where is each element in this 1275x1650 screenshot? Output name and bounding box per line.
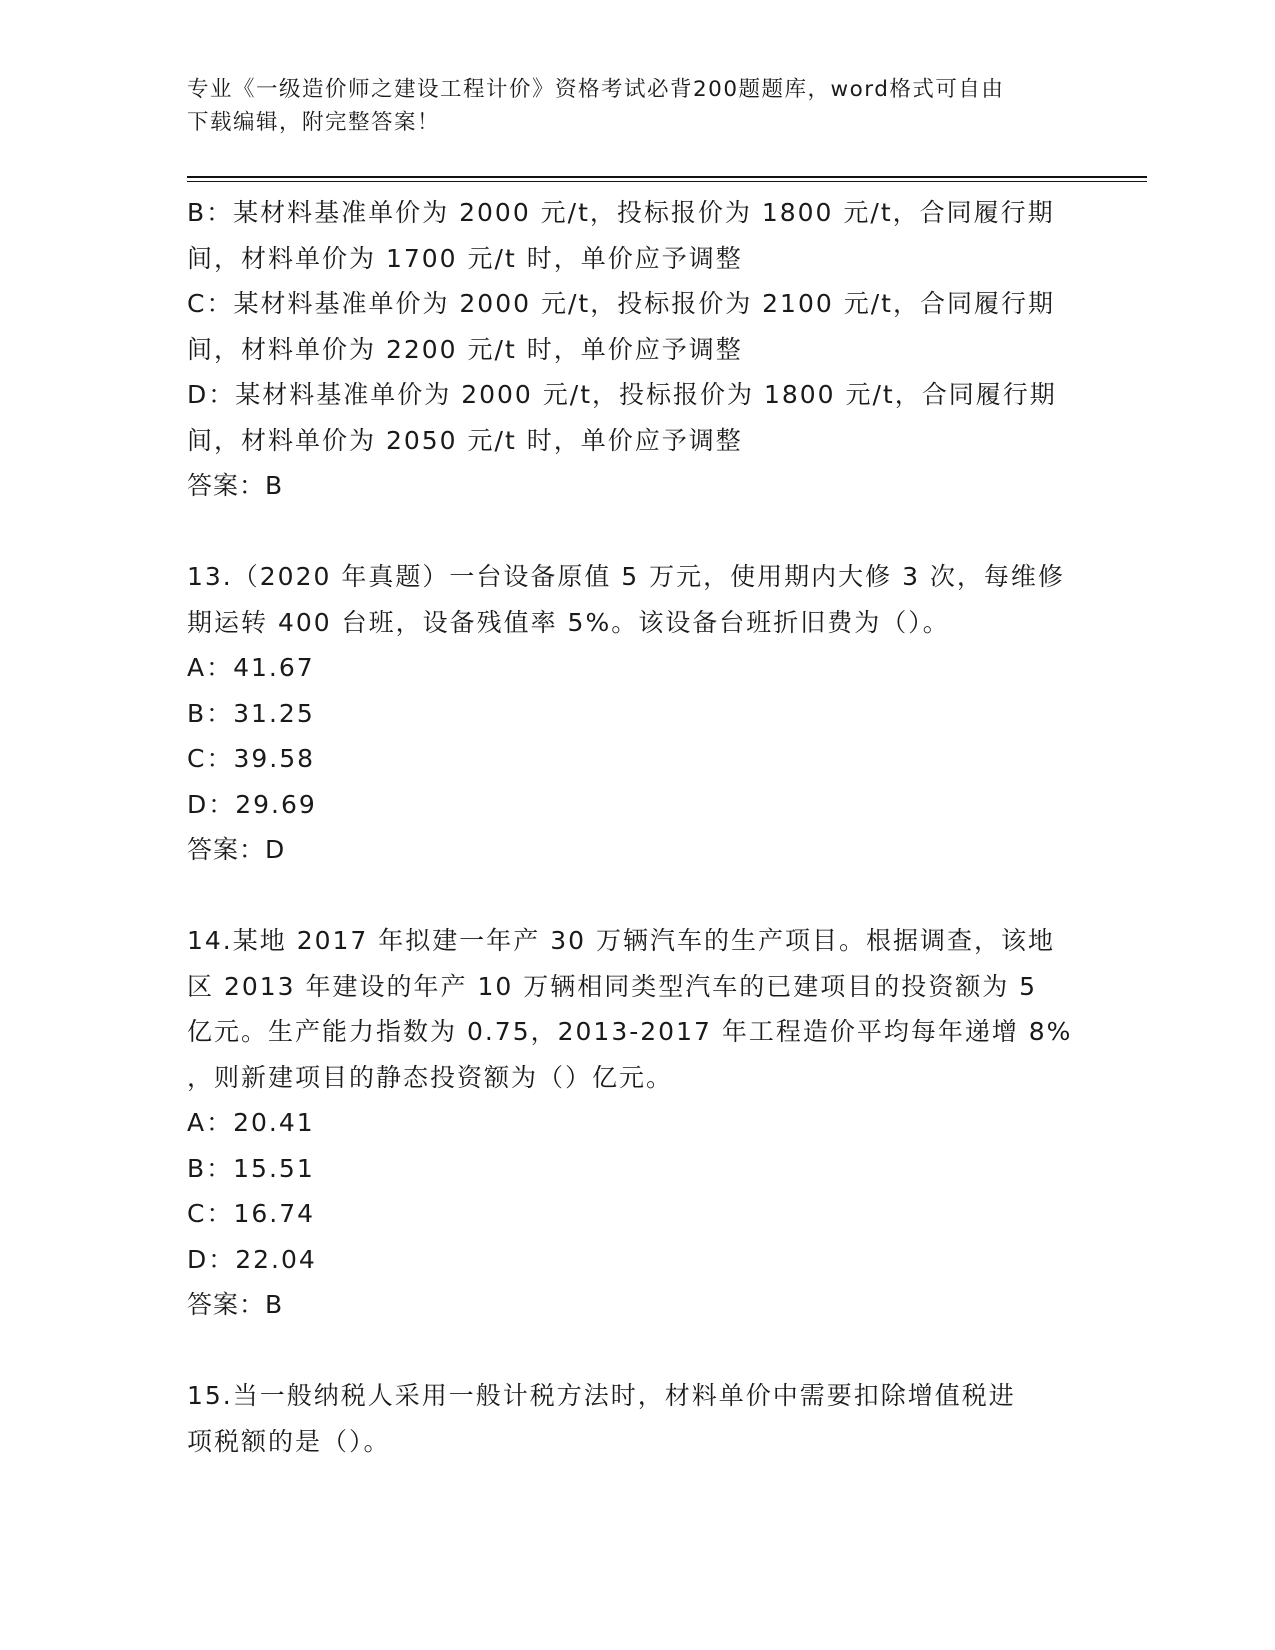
q14-stem-line-3: 亿元。生产能力指数为 0.75，2013-2017 年工程造价平均每年递增 8% xyxy=(187,1017,1073,1046)
question-content xyxy=(187,190,1087,1464)
q14-stem-line-4: ，则新建项目的静态投资额为（）亿元。 xyxy=(187,1062,674,1092)
header-title-line-1: 专业《一级造价师之建设工程计价》资格考试必背200题题库，word格式可自由 xyxy=(187,77,1005,102)
document-header xyxy=(187,73,1067,139)
question-14 xyxy=(187,918,1087,1328)
q14-stem-line-2: 区 2013 年建设的年产 10 万辆相同类型汽车的已建项目的投资额为 5 xyxy=(187,971,1038,1001)
q13-answer: 答案：D xyxy=(187,835,286,864)
q12-option-b-line-2: 间，材料单价为 1700 元/t 时，单价应予调整 xyxy=(187,243,743,273)
header-divider-thick xyxy=(187,176,1147,178)
q13-stem-line-2: 期运转 400 台班，设备残值率 5%。该设备台班折旧费为（）。 xyxy=(187,607,950,637)
spacer xyxy=(187,873,1087,919)
question-15 xyxy=(187,1373,1087,1464)
q13-option-b: B：31.25 xyxy=(187,698,315,728)
q15-stem-line-1: 15.当一般纳税人采用一般计税方法时，材料单价中需要扣除增值税进 xyxy=(187,1381,1016,1410)
q14-answer: 答案：B xyxy=(187,1290,284,1319)
q14-stem-line-1: 14.某地 2017 年拟建一年产 30 万辆汽车的生产项目。根据调查，该地 xyxy=(187,926,1055,955)
q13-option-a: A：41.67 xyxy=(187,653,315,682)
q12-option-d-line-2: 间，材料单价为 2050 元/t 时，单价应予调整 xyxy=(187,425,743,455)
q14-option-d: D：22.04 xyxy=(187,1244,317,1274)
spacer xyxy=(187,509,1087,555)
question-12-options xyxy=(187,190,1087,509)
q14-option-c: C：16.74 xyxy=(187,1199,316,1228)
header-title-line-2: 下载编辑，附完整答案！ xyxy=(187,110,441,135)
q13-option-d: D：29.69 xyxy=(187,789,317,819)
q12-option-d-line-1: D：某材料基准单价为 2000 元/t，投标报价为 1800 元/t，合同履行期 xyxy=(187,380,1057,409)
header-divider-thin xyxy=(187,181,1147,182)
q12-option-b-line-1: B：某材料基准单价为 2000 元/t，投标报价为 1800 元/t，合同履行期 xyxy=(187,198,1055,227)
question-13 xyxy=(187,554,1087,873)
q12-option-c-line-1: C：某材料基准单价为 2000 元/t，投标报价为 2100 元/t，合同履行期 xyxy=(187,289,1055,318)
q12-option-c-line-2: 间，材料单价为 2200 元/t 时，单价应予调整 xyxy=(187,334,743,364)
q12-answer: 答案：B xyxy=(187,471,284,500)
q13-stem-line-1: 13.（2020 年真题）一台设备原值 5 万元，使用期内大修 3 次，每维修 xyxy=(187,562,1065,591)
q14-option-a: A：20.41 xyxy=(187,1108,315,1137)
spacer xyxy=(187,1328,1087,1374)
q13-option-c: C：39.58 xyxy=(187,744,316,773)
q15-stem-line-2: 项税额的是（）。 xyxy=(187,1426,391,1456)
q14-option-b: B：15.51 xyxy=(187,1153,315,1183)
